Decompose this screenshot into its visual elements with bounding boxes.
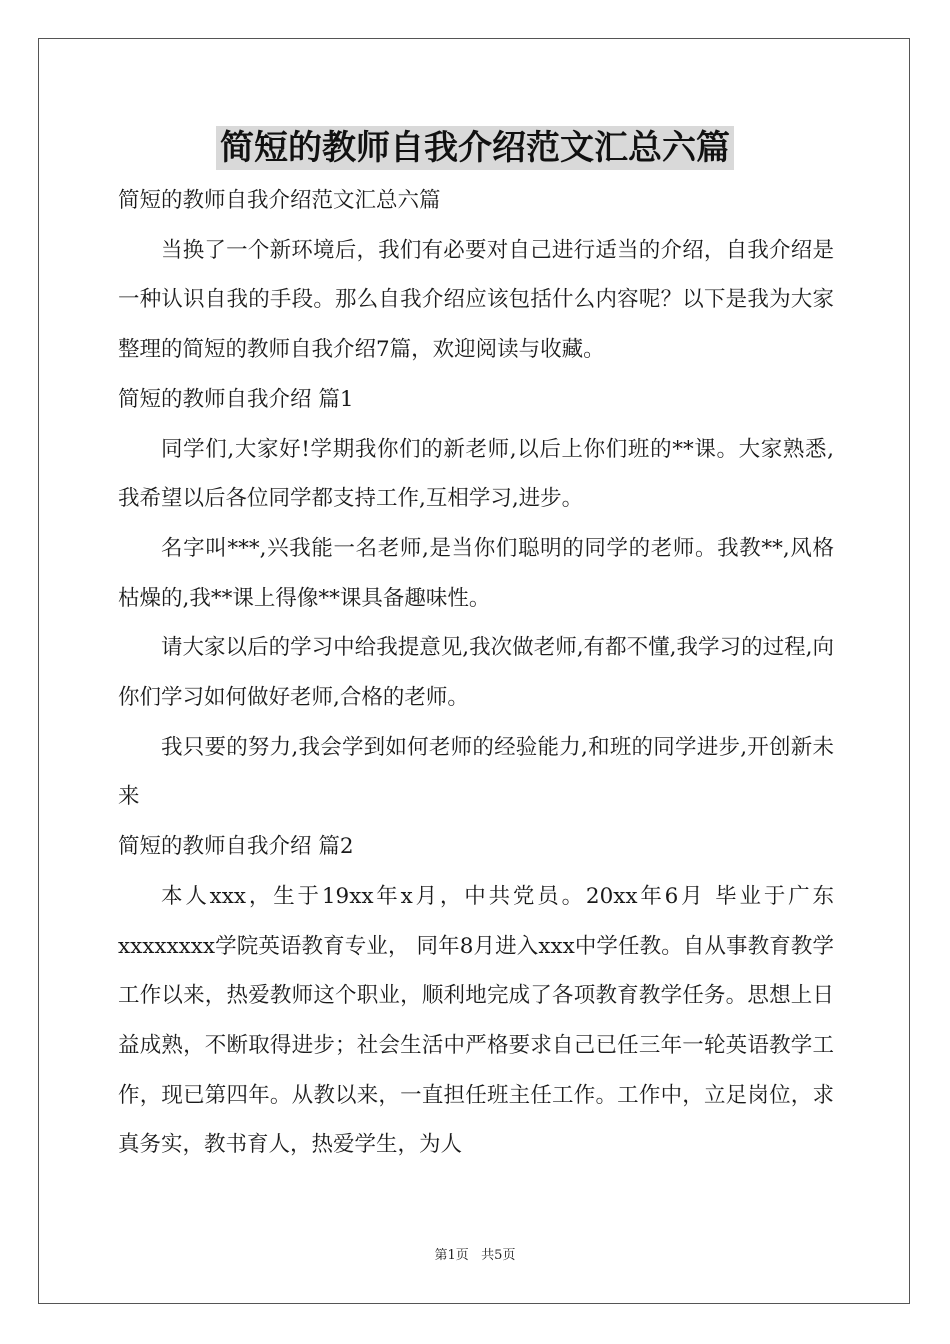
document-body <box>118 176 834 1170</box>
section-heading: 简短的教师自我介绍 篇1 <box>118 386 354 412</box>
intro-paragraph: 当换了一个新环境后，我们有必要对自己进行适当的介绍，自我介绍是一种认识自我的手段。那么自我介绍应该包括什么内容呢？以下是我为大家整理的简短的教师自我介绍7篇，欢迎阅读与收藏。 <box>118 237 834 363</box>
document-subtitle: 简短的教师自我介绍范文汇总六篇 <box>118 188 441 213</box>
body-paragraph: 同学们,大家好!学期我你们的新老师,以后上你们班的**课。大家熟悉,我希望以后各位同学都支持工作,互相学习,进步。 <box>118 436 834 512</box>
title-container <box>0 126 950 170</box>
body-paragraph: 本人xxx，生于19xx年x月，中共党员。20xx年6月 毕业于广东xxxxxxxx学院英语教育专业， 同年8月进入xxx中学任教。自从事教育教学工作以来，热爱教师这个职业，顺利地完成了各项教育教学任务。思想上日益成熟，不断取得进步；社会生活中严格要求自己已任三年一轮英语教学工作，现已第四年。从教以来，一直担任班主任工作。工作中，立足岗位，求真务实，教书育人，热爱学生，为人 <box>118 883 834 1158</box>
page-number: 第1页 共5页 <box>434 1248 516 1263</box>
body-paragraph: 名字叫***,兴我能一名老师,是当你们聪明的同学的老师。我教**,风格枯燥的,我**课上得像**课具备趣味性。 <box>118 535 834 611</box>
body-paragraph: 请大家以后的学习中给我提意见,我次做老师,有都不懂,我学习的过程,向你们学习如何做好老师,合格的老师。 <box>118 635 834 711</box>
body-paragraph: 我只要的努力,我会学到如何老师的经验能力,和班的同学进步,开创新未来 <box>118 734 834 810</box>
section-heading: 简短的教师自我介绍 篇2 <box>118 834 354 860</box>
document-title: 简短的教师自我介绍范文汇总六篇 <box>216 126 734 170</box>
page-footer <box>0 1244 950 1263</box>
